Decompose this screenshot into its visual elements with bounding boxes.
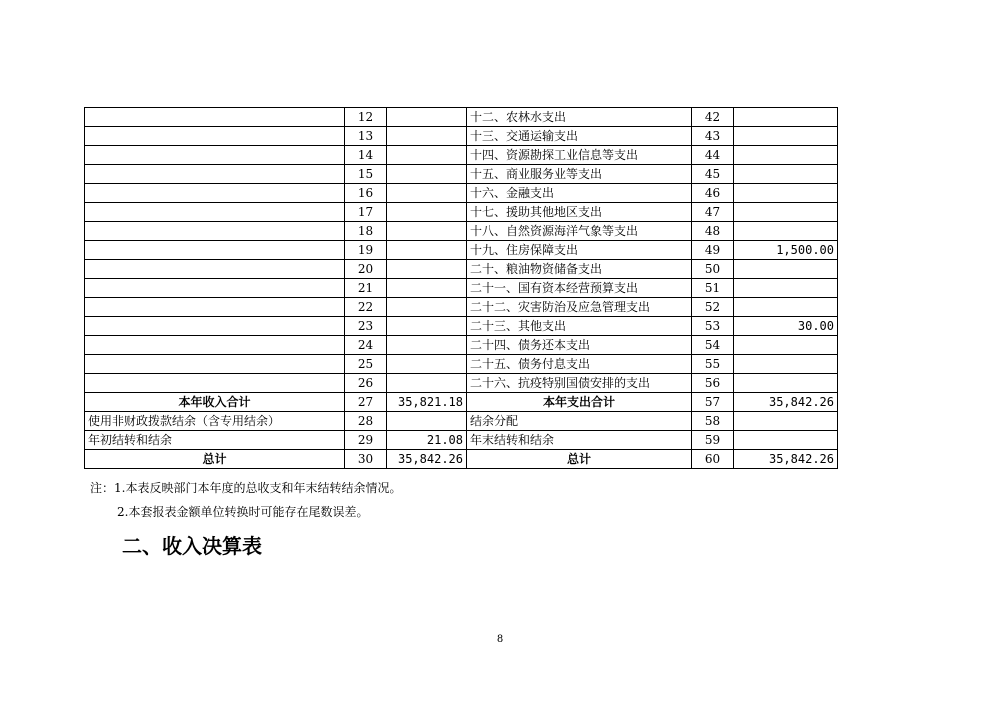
income-amount-cell bbox=[387, 203, 467, 222]
expense-amount-cell bbox=[734, 336, 838, 355]
income-item-cell bbox=[85, 184, 345, 203]
table-row bbox=[85, 374, 838, 393]
expense-line-number-cell: 44 bbox=[692, 146, 734, 165]
income-amount-cell bbox=[387, 374, 467, 393]
expense-item-cell: 二十、粮油物资储备支出 bbox=[467, 260, 692, 279]
expense-line-number-cell: 51 bbox=[692, 279, 734, 298]
table-row bbox=[85, 146, 838, 165]
expense-line-number-cell: 47 bbox=[692, 203, 734, 222]
expense-line-number-cell: 58 bbox=[692, 412, 734, 431]
income-item-cell bbox=[85, 374, 345, 393]
budget-summary-table bbox=[84, 107, 838, 469]
expense-amount-cell bbox=[734, 412, 838, 431]
income-item-cell bbox=[85, 241, 345, 260]
expense-line-number-cell: 49 bbox=[692, 241, 734, 260]
expense-item-cell: 二十二、灾害防治及应急管理支出 bbox=[467, 298, 692, 317]
income-item-cell: 总计 bbox=[85, 450, 345, 469]
income-line-number-cell: 25 bbox=[345, 355, 387, 374]
expense-item-cell: 十三、交通运输支出 bbox=[467, 127, 692, 146]
income-line-number-cell: 22 bbox=[345, 298, 387, 317]
expense-amount-cell bbox=[734, 203, 838, 222]
income-line-number-cell: 16 bbox=[345, 184, 387, 203]
income-amount-cell: 35,821.18 bbox=[387, 393, 467, 412]
table-row bbox=[85, 431, 838, 450]
expense-amount-cell bbox=[734, 146, 838, 165]
table-body bbox=[85, 108, 838, 469]
income-line-number-cell: 15 bbox=[345, 165, 387, 184]
income-line-number-cell: 26 bbox=[345, 374, 387, 393]
table-row bbox=[85, 412, 838, 431]
page-number: 8 bbox=[496, 634, 504, 645]
expense-line-number-cell: 60 bbox=[692, 450, 734, 469]
table-row bbox=[85, 222, 838, 241]
income-amount-cell bbox=[387, 279, 467, 298]
income-amount-cell bbox=[387, 412, 467, 431]
income-amount-cell bbox=[387, 127, 467, 146]
table-row bbox=[85, 279, 838, 298]
income-amount-cell bbox=[387, 184, 467, 203]
income-line-number-cell: 20 bbox=[345, 260, 387, 279]
expense-item-cell: 二十六、抗疫特别国债安排的支出 bbox=[467, 374, 692, 393]
expense-line-number-cell: 43 bbox=[692, 127, 734, 146]
income-item-cell bbox=[85, 279, 345, 298]
income-amount-cell bbox=[387, 336, 467, 355]
expense-amount-cell bbox=[734, 165, 838, 184]
income-line-number-cell: 30 bbox=[345, 450, 387, 469]
expense-amount-cell bbox=[734, 374, 838, 393]
expense-item-cell: 二十三、其他支出 bbox=[467, 317, 692, 336]
table-row bbox=[85, 260, 838, 279]
expense-line-number-cell: 56 bbox=[692, 374, 734, 393]
income-item-cell bbox=[85, 298, 345, 317]
expense-amount-cell: 30.00 bbox=[734, 317, 838, 336]
expense-amount-cell: 1,500.00 bbox=[734, 241, 838, 260]
table-row bbox=[85, 108, 838, 127]
table-row bbox=[85, 203, 838, 222]
income-item-cell bbox=[85, 260, 345, 279]
table-row bbox=[85, 393, 838, 412]
expense-amount-cell bbox=[734, 222, 838, 241]
table-row bbox=[85, 355, 838, 374]
income-line-number-cell: 27 bbox=[345, 393, 387, 412]
expense-amount-cell bbox=[734, 127, 838, 146]
income-line-number-cell: 18 bbox=[345, 222, 387, 241]
income-line-number-cell: 14 bbox=[345, 146, 387, 165]
income-amount-cell bbox=[387, 146, 467, 165]
income-item-cell bbox=[85, 203, 345, 222]
table-row bbox=[85, 127, 838, 146]
income-line-number-cell: 17 bbox=[345, 203, 387, 222]
expense-amount-cell: 35,842.26 bbox=[734, 393, 838, 412]
income-item-cell bbox=[85, 127, 345, 146]
expense-line-number-cell: 59 bbox=[692, 431, 734, 450]
expense-item-cell: 年末结转和结余 bbox=[467, 431, 692, 450]
expense-item-cell: 十八、自然资源海洋气象等支出 bbox=[467, 222, 692, 241]
income-amount-cell bbox=[387, 165, 467, 184]
expense-item-cell: 十六、金融支出 bbox=[467, 184, 692, 203]
income-item-cell bbox=[85, 165, 345, 184]
income-item-cell: 本年收入合计 bbox=[85, 393, 345, 412]
table-row bbox=[85, 241, 838, 260]
expense-amount-cell bbox=[734, 279, 838, 298]
income-amount-cell bbox=[387, 355, 467, 374]
income-amount-cell: 21.08 bbox=[387, 431, 467, 450]
expense-line-number-cell: 57 bbox=[692, 393, 734, 412]
expense-line-number-cell: 53 bbox=[692, 317, 734, 336]
income-amount-cell bbox=[387, 241, 467, 260]
table-row bbox=[85, 165, 838, 184]
expense-amount-cell bbox=[734, 260, 838, 279]
income-item-cell bbox=[85, 336, 345, 355]
table-row bbox=[85, 317, 838, 336]
expense-item-cell: 总计 bbox=[467, 450, 692, 469]
expense-item-cell: 本年支出合计 bbox=[467, 393, 692, 412]
expense-line-number-cell: 48 bbox=[692, 222, 734, 241]
expense-line-number-cell: 54 bbox=[692, 336, 734, 355]
expense-item-cell: 二十一、国有资本经营预算支出 bbox=[467, 279, 692, 298]
expense-item-cell: 十五、商业服务业等支出 bbox=[467, 165, 692, 184]
income-line-number-cell: 29 bbox=[345, 431, 387, 450]
expense-item-cell: 十四、资源勘探工业信息等支出 bbox=[467, 146, 692, 165]
income-item-cell bbox=[85, 355, 345, 374]
income-item-cell: 年初结转和结余 bbox=[85, 431, 345, 450]
expense-line-number-cell: 45 bbox=[692, 165, 734, 184]
table-row bbox=[85, 298, 838, 317]
expense-line-number-cell: 55 bbox=[692, 355, 734, 374]
expense-line-number-cell: 52 bbox=[692, 298, 734, 317]
income-amount-cell bbox=[387, 222, 467, 241]
expense-amount-cell bbox=[734, 108, 838, 127]
expense-item-cell: 十九、住房保障支出 bbox=[467, 241, 692, 260]
income-line-number-cell: 19 bbox=[345, 241, 387, 260]
income-line-number-cell: 28 bbox=[345, 412, 387, 431]
expense-amount-cell bbox=[734, 355, 838, 374]
income-amount-cell bbox=[387, 317, 467, 336]
income-item-cell bbox=[85, 146, 345, 165]
income-line-number-cell: 13 bbox=[345, 127, 387, 146]
income-amount-cell bbox=[387, 298, 467, 317]
expense-amount-cell bbox=[734, 184, 838, 203]
income-line-number-cell: 21 bbox=[345, 279, 387, 298]
expense-line-number-cell: 50 bbox=[692, 260, 734, 279]
income-item-cell bbox=[85, 317, 345, 336]
income-amount-cell bbox=[387, 260, 467, 279]
table-row bbox=[85, 336, 838, 355]
income-line-number-cell: 12 bbox=[345, 108, 387, 127]
table-notes bbox=[90, 476, 401, 524]
income-line-number-cell: 23 bbox=[345, 317, 387, 336]
income-line-number-cell: 24 bbox=[345, 336, 387, 355]
note-1: 注：1.本表反映部门本年度的总收支和年末结转结余情况。 bbox=[90, 481, 402, 495]
expense-item-cell: 结余分配 bbox=[467, 412, 692, 431]
expense-amount-cell bbox=[734, 298, 838, 317]
expense-amount-cell: 35,842.26 bbox=[734, 450, 838, 469]
table-row bbox=[85, 184, 838, 203]
income-amount-cell bbox=[387, 108, 467, 127]
income-item-cell bbox=[85, 108, 345, 127]
expense-amount-cell bbox=[734, 431, 838, 450]
income-amount-cell: 35,842.26 bbox=[387, 450, 467, 469]
expense-item-cell: 十二、农林水支出 bbox=[467, 108, 692, 127]
expense-item-cell: 二十五、债务付息支出 bbox=[467, 355, 692, 374]
table-row bbox=[85, 450, 838, 469]
expense-line-number-cell: 42 bbox=[692, 108, 734, 127]
section-title: 二、收入决算表 bbox=[122, 534, 262, 558]
expense-line-number-cell: 46 bbox=[692, 184, 734, 203]
expense-item-cell: 十七、援助其他地区支出 bbox=[467, 203, 692, 222]
income-item-cell: 使用非财政拨款结余（含专用结余） bbox=[85, 412, 345, 431]
note-2: 2.本套报表金额单位转换时可能存在尾数误差。 bbox=[117, 505, 369, 519]
income-item-cell bbox=[85, 222, 345, 241]
expense-item-cell: 二十四、债务还本支出 bbox=[467, 336, 692, 355]
